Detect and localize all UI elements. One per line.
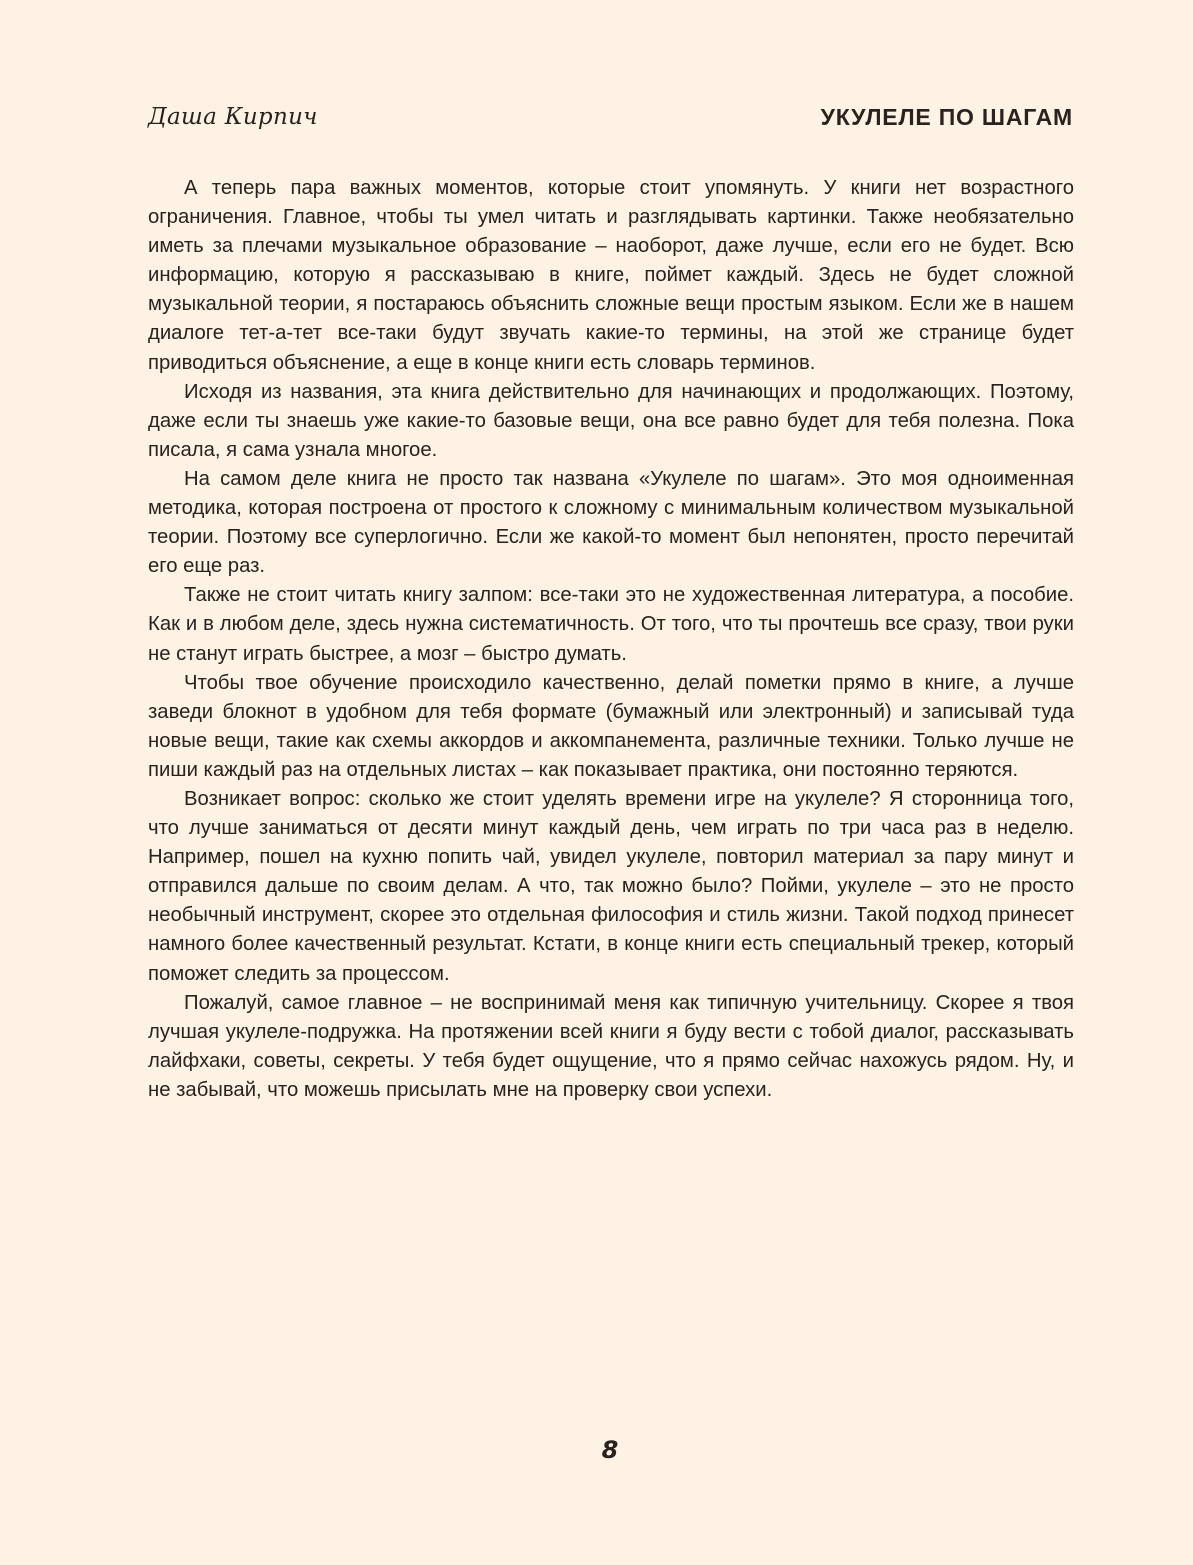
paragraph: На самом деле книга не просто так названа «Укулеле по шагам». Это моя одноименная методика, которая построена от простого к сложному с минимальным количеством музыкальной теории. Поэтому все суперлогично. Если же какой-то момент был непонятен, просто перечитай его еще раз. [148,467,1074,578]
paragraph: Возникает вопрос: сколько же стоит уделять времени игре на укулеле? Я сторонница того, что лучше заниматься от десяти минут каждый день, чем играть по три часа раз в неделю. Например, пошел на кухню попить чай, увидел укулеле, повторил материал за пару минут и отправился дальше по своим делам. А что, так можно было? Пойми, укулеле – это не просто необычный инструмент, скорее это отдельная философия и стиль жизни. Такой подход принесет намного более качественный результат. Кстати, в конце книги есть специальный трекер, который поможет следить за процессом. [148,787,1074,985]
paragraph: Чтобы твое обучение происходило качественно, делай пометки прямо в книге, а лучше заведи блокнот в удобном для тебя формате (бумажный или электронный) и записывай туда новые вещи, такие как схемы аккордов и аккомпанемента, различные техники. Только лучше не пиши каждый раз на отдельных листах – как показывает практика, они постоянно теряются. [148,671,1074,781]
paragraph: Также не стоит читать книгу залпом: все-таки это не художественная литература, а пособие. Как и в любом деле, здесь нужна систематичность. От того, что ты прочтешь все сразу, твои руки не станут играть быстрее, а мозг – быстро думать. [148,584,1074,665]
paragraph: Исходя из названия, эта книга действительно для начинающих и продолжающих. Поэтому, даже если ты знаешь уже какие-то базовые вещи, она все равно будет для тебя полезна. Пока писала, я сама узнала многое. [148,380,1074,461]
paragraph: А теперь пара важных моментов, которые стоит упомянуть. У книги нет возрастного ограничения. Главное, чтобы ты умел читать и разглядывать картинки. Также необязательно иметь за плечами музыкальное образование – наоборот, даже лучше, если его не будет. Всю информацию, которую я рассказываю в книге, поймет каждый. Здесь не будет сложной музыкальной теории, я постараюсь объяснить сложные вещи простым языком. Если же в нашем диалоге тет-а-тет все-таки будут звучать какие-то термины, на этой же странице будет приводиться объяснение, а еще в конце книги есть словарь терминов. [148,177,1074,374]
paragraph: Пожалуй, самое главное – не воспринимай меня как типичную учительницу. Скорее я твоя лучшая укулеле-подружка. На протяжении всей книги я буду вести с тобой диалог, рассказывать лайфхаки, советы, секреты. У тебя будет ощущение, что я прямо сейчас нахожусь рядом. Ну, и не забывай, что можешь присылать мне на проверку свои успехи. [148,991,1074,1101]
main-text [148,174,1074,1105]
page-number: 8 [601,1436,619,1464]
book-title: УКУЛЕЛЕ ПО ШАГАМ [820,104,1073,130]
page-header [148,104,1073,138]
author-name: Даша Кирпич [148,104,318,130]
